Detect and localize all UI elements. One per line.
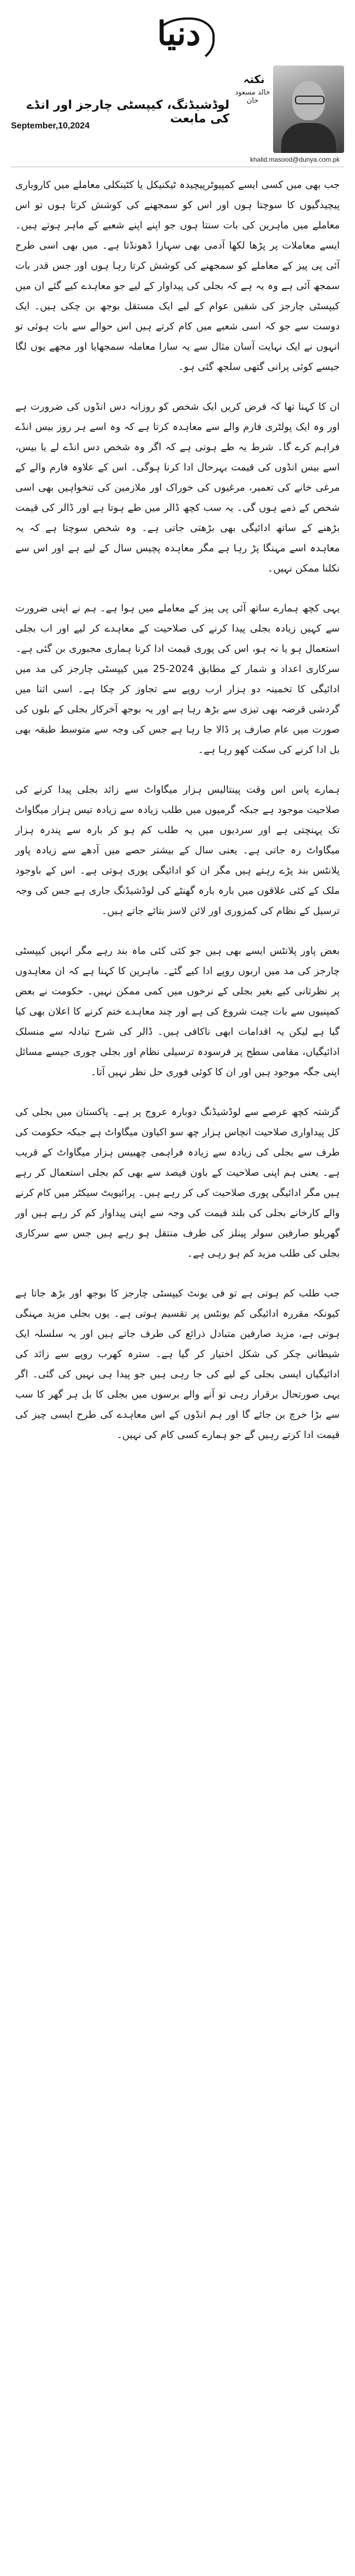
author-photo xyxy=(273,66,344,153)
author-email: khalid.masood@dunya.com.pk xyxy=(250,156,340,163)
article-date: September,10,2024 xyxy=(11,121,90,131)
article-paragraph: یہی کچھ ہمارے ساتھ آئی پی پیز کے معاملے میں ہوا ہے۔ ہم نے اپنی ضرورت سے کہیں زیادہ بجلی پیدا کرنے کی صلاحیت کے معاہدے کر لیے اور اب بجلی استعمال ہو یا نہ ہو، اس کی پوری قیمت ادا کرنا ہماری مجبوری بن گئی ہے۔ سرکاری اعداد و شمار کے مطابق 2024-25 میں کیپسٹی چارجز کی مد میں ادائیگی کا تخمینہ دو ہزار ارب روپے سے تجاوز کر چکا ہے۔ اسی اثنا میں گردشی قرضہ بھی تیزی سے بڑھ رہا ہے اور یہ بوجھ آخرکار بجلی کے بلوں کی صورت میں عام صارف پر ڈالا جا رہا ہے جس کی وجہ سے متوسط طبقہ بھی بل ادا کرنے کی سکت کھو رہا ہے۔ xyxy=(15,603,340,756)
author-name: خالد مسعود خان xyxy=(235,89,270,105)
article-paragraph: جب طلب کم ہوتی ہے تو فی یونٹ کیپسٹی چارجز کا بوجھ اور بڑھ جاتا ہے کیونکہ مقررہ ادائیگی کم یونٹس پر تقسیم ہوتی ہے۔ یوں بجلی مزید مہنگی ہوتی ہے، مزید صارفین متبادل ذرائع کی طرف جاتے ہیں اور یہ سلسلہ ایک شیطانی چکر کی شکل اختیار کر گیا ہے۔ سترہ کھرب روپے سے زائد کی ادائیگیاں ایسی بجلی کے لیے کی جا رہی ہیں جو پیدا ہی نہیں کی گئی۔ اگر یہی صورتحال برقرار رہی تو آنے والے برسوں میں بجلی کا بل ہر گھر کا سب سے بڑا خرچ بن جائے گا اور ہم انڈوں کے اس معاہدے کی طرح ایسی چیز کی قیمت ادا کرتے رہیں گے جو ہمارے کسی کام کی نہیں۔ xyxy=(15,1288,340,1441)
column-label: نکتہ xyxy=(243,73,265,86)
article-paragraph: بعض پاور پلانٹس ایسے بھی ہیں جو کئی کئی ماہ بند رہے مگر انہیں کیپسٹی چارجز کی مد میں اربوں روپے ادا کیے گئے۔ ماہرین کا کہنا ہے کہ ان معاہدوں پر نظرثانی کیے بغیر بجلی کے نرخوں میں کمی ممکن نہیں۔ حکومت نے بعض کمپنیوں سے بات چیت شروع کی ہے اور چند معاہدے ختم کرنے کا اعلان بھی کیا گیا ہے لیکن یہ اقدامات ابھی ناکافی ہیں۔ ڈالر کی شرح تبادلہ سے منسلک ادائیگیاں، مقامی سطح پر فرسودہ ترسیلی نظام اور بجلی چوری جیسے مسائل اپنی جگہ موجود ہیں اور ان کا کوئی فوری حل نظر نہیں آتا۔ xyxy=(15,945,340,1078)
author-photo-glasses xyxy=(295,96,324,104)
article-body xyxy=(15,175,340,1465)
article-paragraph: گزشتہ کچھ عرصے سے لوڈشیڈنگ دوبارہ عروج پر ہے۔ پاکستان میں بجلی کی کل پیداواری صلاحیت انچاس ہزار چھ سو اکیاون میگاواٹ ہے جبکہ حکومت کی طرف سے بجلی کی زیادہ سے زیادہ فراہمی چھبیس ہزار میگاواٹ کے قریب ہے۔ یعنی ہم اپنی صلاحیت کے باون فیصد سے بھی کم بجلی استعمال کر رہے ہیں مگر ادائیگی پوری صلاحیت کی کر رہے ہیں۔ پرائیویٹ سیکٹر میں کام کرنے والے کارخانے بجلی کی بلند قیمت کی وجہ سے اپنی پیداوار کم کر رہے ہیں اور گھریلو صارفین سولر پینلز کی طرف منتقل ہو رہے ہیں جس سے سرکاری بجلی کی طلب مزید کم ہو رہی ہے۔ xyxy=(15,1106,340,1259)
article-paragraph: ہمارے پاس اس وقت پینتالیس ہزار میگاواٹ سے زائد بجلی پیدا کرنے کی صلاحیت موجود ہے جبکہ گرمیوں میں طلب زیادہ سے زیادہ تیس ہزار میگاواٹ تک پہنچتی ہے اور سردیوں میں یہ طلب کم ہو کر بارہ سے پندرہ ہزار میگاواٹ رہ جاتی ہے۔ یعنی سال کے بیشتر حصے میں آدھے سے زیادہ پاور پلانٹس بند پڑے رہتے ہیں مگر ان کو ادائیگی پوری ہوتی ہے۔ اس کے باوجود ملک کے کئی علاقوں میں بارہ بارہ گھنٹے کی لوڈشیڈنگ جاری ہے جس کی وجہ ترسیل کے نظام کی کمزوری اور لائن لاسز بتائے جاتے ہیں۔ xyxy=(15,784,340,917)
author-photo-torso xyxy=(281,123,336,153)
logo-text: دنیا xyxy=(157,15,201,53)
article-paragraph: ان کا کہنا تھا کہ فرض کریں ایک شخص کو روزانہ دس انڈوں کی ضرورت ہے اور وہ ایک پولٹری فارم والے سے معاہدہ کرتا ہے کہ وہ اسے ہر روز بیس انڈے فراہم کرے گا۔ شرط یہ طے ہوتی ہے کہ اگر وہ شخص دس انڈے لے یا بیس، اسے بیس انڈوں کی قیمت بہرحال ادا کرنا ہوگی۔ اس کے علاوہ فارم والے کے مرغی خانے کی تعمیر، مرغیوں کی خوراک اور ملازمین کی تنخواہیں بھی اسی شخص کے ذمے ہوں گی۔ یہ سب کچھ ڈالر میں طے ہوتا ہے اور ڈالر کی قیمت بڑھنے کے ساتھ ادائیگی بھی بڑھتی جاتی ہے۔ وہ شخص سوچتا ہے کہ یہ معاہدہ اسے مہنگا پڑ رہا ہے مگر معاہدہ پچیس سال کے لیے ہے اور اس سے نکلنا ممکن نہیں۔ xyxy=(15,401,340,574)
article-paragraph: جب بھی میں کسی ایسے کمپیوٹرپیچیدہ ٹیکنیکل یا کٹینکلی معاملے میں کاروباری پیچیدگیوں کا سوچتا ہوں اور اس کو سمجھنے کی کوشش کرتا ہوں تو اس معاملے میں ماہرین کی بات سنتا ہوں جو اپنے اپنے شعبے کے ماہر ہوتے ہیں۔ ایسے معاملات پر پڑھا لکھا آدمی بھی سہارا ڈھونڈتا ہے۔ میں بھی اسی طرح آئی پی پیز کے معاملے کو سمجھنے کی کوشش کرتا رہا ہوں اور جس قدر بات سمجھ آئی ہے وہ یہ ہے کہ بجلی کی پیداوار کے لیے جو معاہدے کیے گئے ان میں کیپسٹی چارجز کی شقیں عوام کے لیے ایک مستقل بوجھ بن چکی ہیں۔ ایک دوست سے جو کہ اسی شعبے میں کام کرتے ہیں اس حوالے سے بات ہوئی تو انہوں نے ایک نہایت آسان مثال سے یہ سارا معاملہ سمجھایا اور مجھے یوں لگا جیسے کوئی پرانی گتھی سلجھ گئی ہو۔ xyxy=(15,179,340,373)
newspaper-logo xyxy=(139,12,218,56)
masthead xyxy=(0,0,355,164)
article-headline: لوڈشیڈنگ، کیپسٹی چارجز اور انڈے کی مابعت xyxy=(27,98,229,126)
